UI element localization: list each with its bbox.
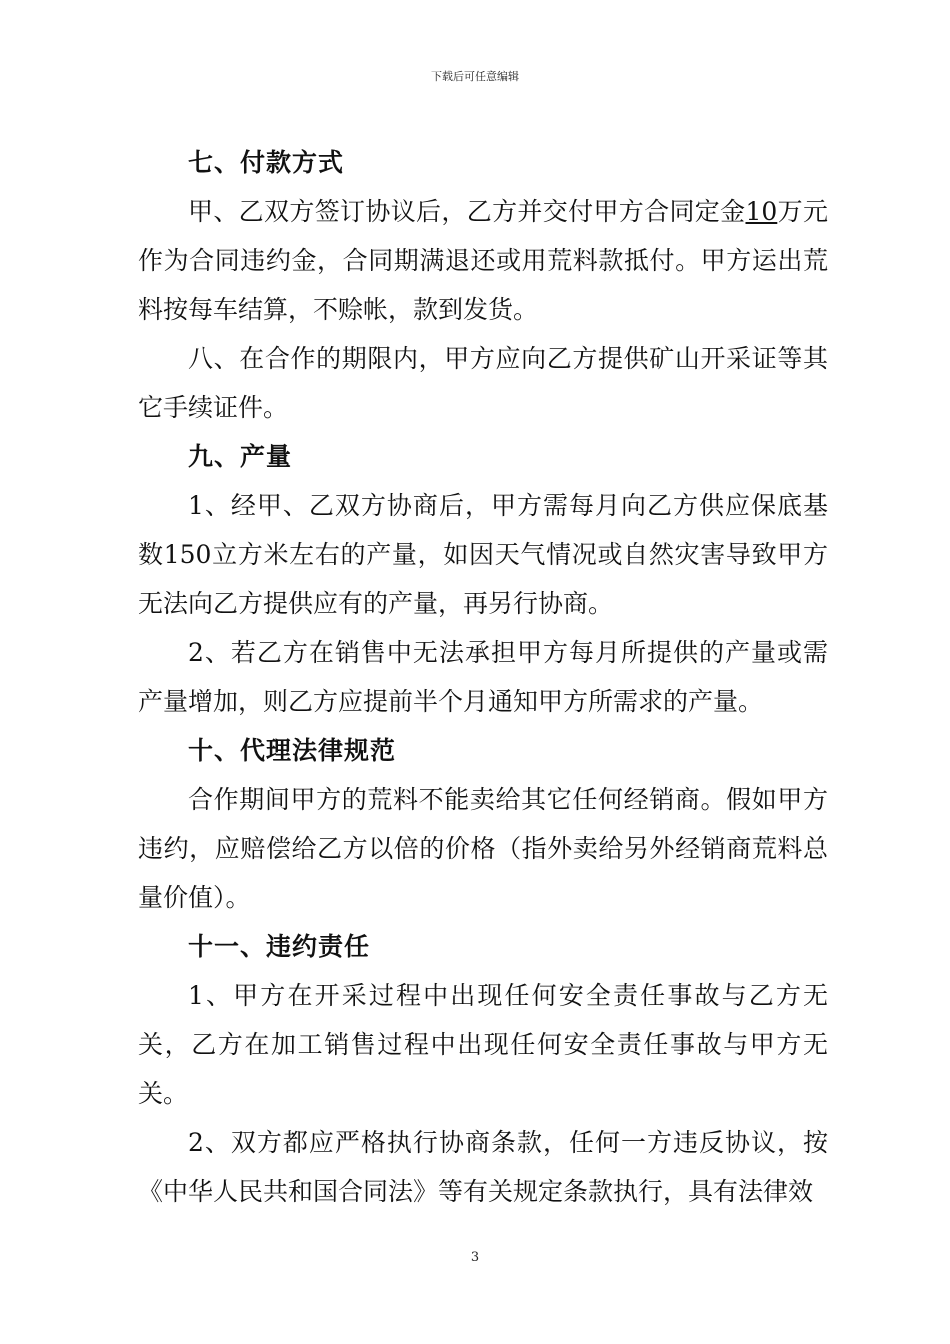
deposit-amount: 10 (745, 197, 778, 226)
page-header-note: 下载后可任意编辑 (431, 70, 519, 83)
paragraph-payment-text-before: 甲、乙双方签订协议后，乙方并交付甲方合同定金 (188, 197, 746, 226)
section-heading-legal-norms: 十、代理法律规范 (188, 736, 397, 765)
paragraph-legal-norms: 合作期间甲方的荒料不能卖给其它任何经销商。假如甲方违约，应赔偿给乙方以倍的价格（指外卖给另外经销商荒料总量价值）。 (138, 785, 828, 912)
breach-item-1: 1、甲方在开采过程中出现任何安全责任事故与乙方无关，乙方在加工销售过程中出现任何安全责任事故与甲方无关。 (138, 981, 828, 1108)
section-heading-output: 九、产量 (188, 442, 293, 471)
page-number: 3 (470, 1250, 480, 1265)
paragraph-payment (138, 187, 828, 334)
paragraph-section-8: 八、在合作的期限内，甲方应向乙方提供矿山开采证等其它手续证件。 (138, 344, 828, 422)
output-item-2: 2、若乙方在销售中无法承担甲方每月所提供的产量或需产量增加，则乙方应提前半个月通知甲方所需求的产量。 (138, 638, 828, 716)
section-heading-breach-liability: 十一、违约责任 (188, 932, 371, 961)
breach-item-2: 2、双方都应严格执行协商条款，任何一方违反协议，按《中华人民共和国合同法》等有关规定条款执行，具有法律效 (138, 1128, 828, 1206)
output-item-1: 1、经甲、乙双方协商后，甲方需每月向乙方供应保底基数150立方米左右的产量，如因天气情况或自然灾害导致甲方无法向乙方提供应有的产量，再另行协商。 (138, 491, 828, 618)
paragraph-payment-text-after: 万元作为合同违约金，合同期满退还或用荒料款抵付。甲方运出荒料按每车结算，不赊帐，款到发货。 (138, 197, 828, 324)
section-heading-payment: 七、付款方式 (188, 148, 345, 177)
document-body (138, 138, 828, 1216)
